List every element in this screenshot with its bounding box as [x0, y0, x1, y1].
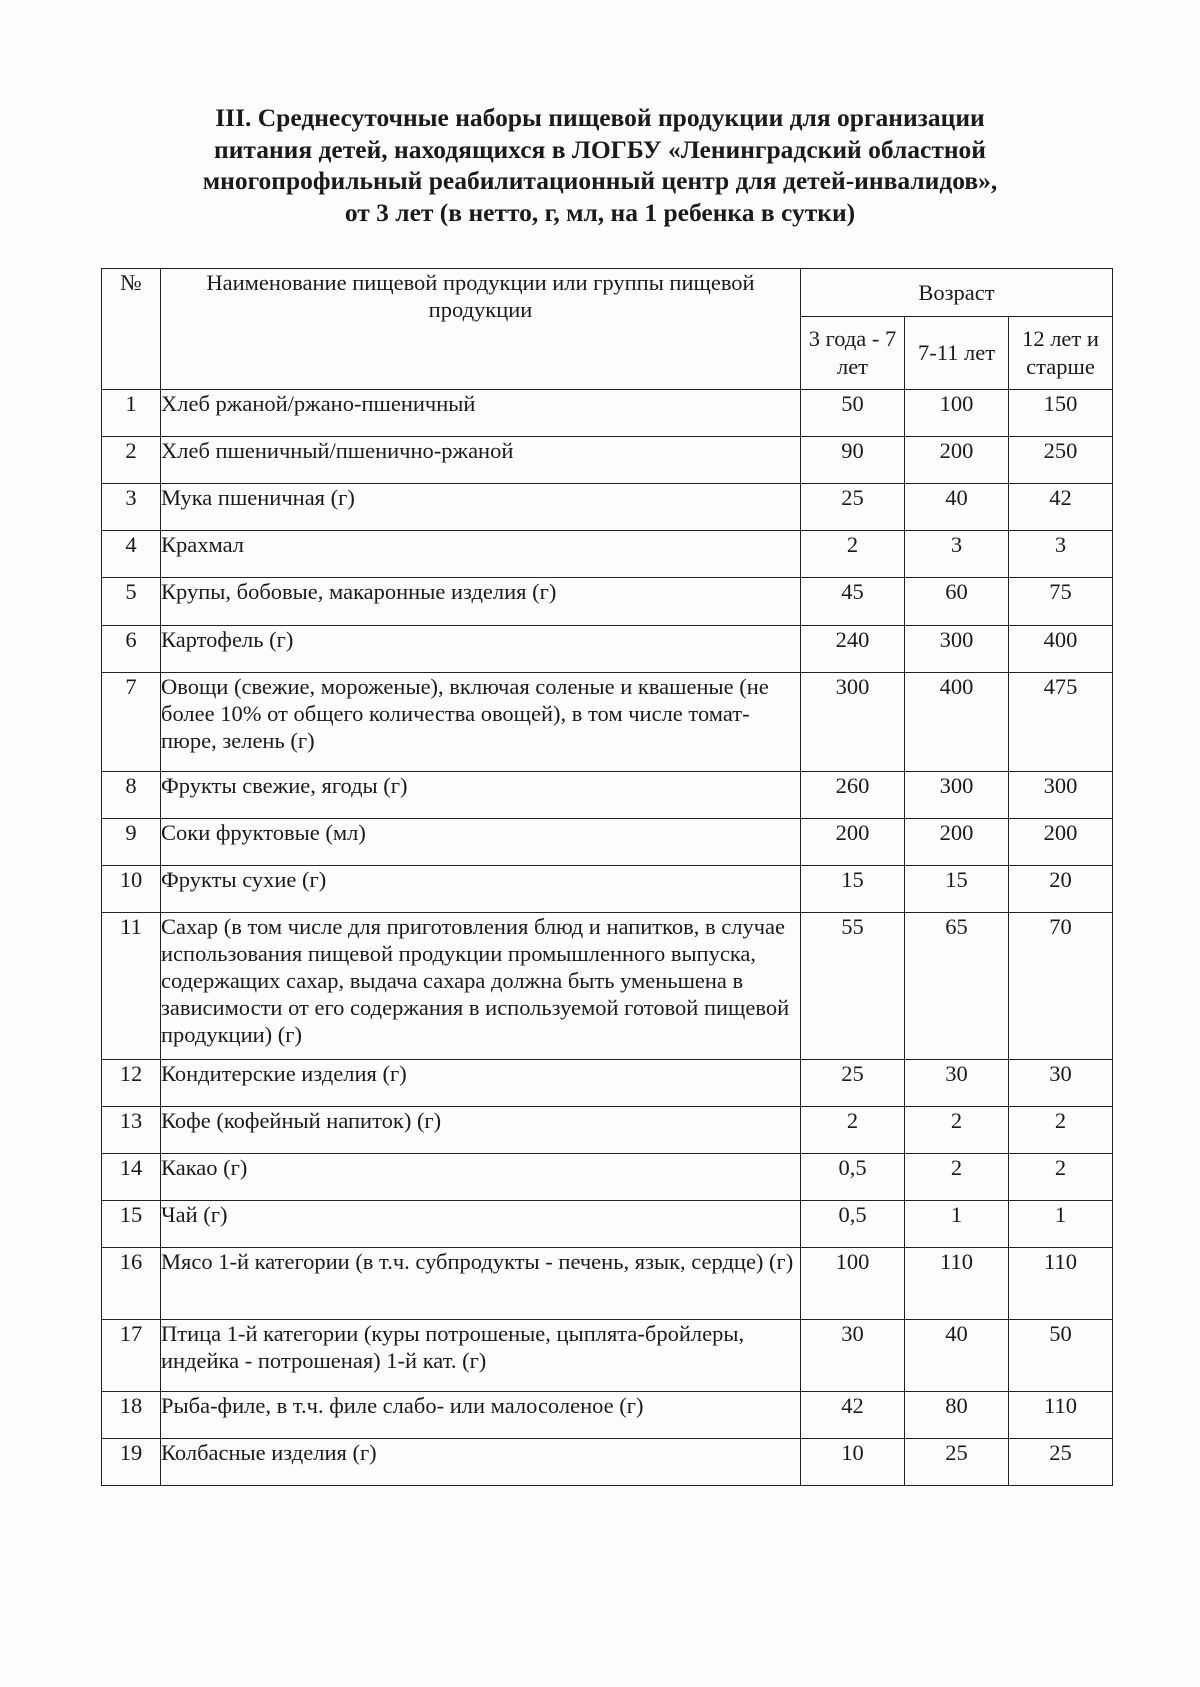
table-row: [102, 626, 1113, 673]
row-number: 6: [102, 626, 161, 673]
row-value-7-11: 25: [905, 1439, 1009, 1486]
row-value-12-plus: 2: [1009, 1107, 1113, 1154]
row-value-7-11: 2: [905, 1154, 1009, 1201]
row-number: 8: [102, 772, 161, 819]
row-value-3-7: 2: [801, 1107, 905, 1154]
row-product-name: Хлеб пшеничный/пшенично-ржаной: [161, 437, 801, 484]
table-row: [102, 913, 1113, 1060]
title-line: питания детей, находящихся в ЛОГБУ «Ленинградский областной: [214, 134, 986, 164]
row-number: 17: [102, 1320, 161, 1392]
row-value-7-11: 30: [905, 1060, 1009, 1107]
header-age: Возраст: [801, 269, 1113, 317]
row-number: 3: [102, 484, 161, 531]
row-number: 7: [102, 673, 161, 772]
row-number: 14: [102, 1154, 161, 1201]
row-value-3-7: 240: [801, 626, 905, 673]
header-number: №: [102, 269, 161, 390]
table-row: [102, 484, 1113, 531]
row-product-name: Сахар (в том числе для приготовления блюд и напитков, в случае использования пищевой продукции промышленного выпуска, содержащих сахар, выдача сахара должна быть уменьшена в зависимости от его содержания в используемой готовой пищевой продукции) (г): [161, 913, 801, 1060]
row-value-12-plus: 400: [1009, 626, 1113, 673]
row-number: 2: [102, 437, 161, 484]
row-value-3-7: 100: [801, 1248, 905, 1320]
row-number: 18: [102, 1392, 161, 1439]
row-value-12-plus: 3: [1009, 531, 1113, 578]
row-value-12-plus: 75: [1009, 578, 1113, 626]
row-value-7-11: 300: [905, 772, 1009, 819]
row-value-7-11: 2: [905, 1107, 1009, 1154]
row-value-12-plus: 25: [1009, 1439, 1113, 1486]
table-row: [102, 437, 1113, 484]
row-value-7-11: 65: [905, 913, 1009, 1060]
row-value-12-plus: 110: [1009, 1392, 1113, 1439]
row-product-name: Кофе (кофейный напиток) (г): [161, 1107, 801, 1154]
row-value-7-11: 80: [905, 1392, 1009, 1439]
row-product-name: Мука пшеничная (г): [161, 484, 801, 531]
table-row: [102, 866, 1113, 913]
row-value-3-7: 2: [801, 531, 905, 578]
row-value-12-plus: 50: [1009, 1320, 1113, 1392]
header-age-7-11: 7-11 лет: [905, 317, 1009, 390]
row-number: 12: [102, 1060, 161, 1107]
row-product-name: Картофель (г): [161, 626, 801, 673]
row-value-3-7: 15: [801, 866, 905, 913]
header-product-name: Наименование пищевой продукции или группы пищевой продукции: [161, 269, 801, 390]
document-title: [100, 102, 1100, 228]
row-value-3-7: 55: [801, 913, 905, 1060]
row-value-12-plus: 1: [1009, 1201, 1113, 1248]
row-product-name: Мясо 1-й категории (в т.ч. субпродукты - печень, язык, сердце) (г): [161, 1248, 801, 1320]
header-age-3-7: 3 года - 7 лет: [801, 317, 905, 390]
row-product-name: Хлеб ржаной/ржано-пшеничный: [161, 390, 801, 437]
table-row: [102, 1154, 1113, 1201]
row-value-7-11: 400: [905, 673, 1009, 772]
table-row: [102, 578, 1113, 626]
row-value-3-7: 45: [801, 578, 905, 626]
row-value-12-plus: 475: [1009, 673, 1113, 772]
title-line: III. Среднесуточные наборы пищевой продукции для организации: [215, 103, 985, 132]
row-value-3-7: 260: [801, 772, 905, 819]
row-value-3-7: 0,5: [801, 1154, 905, 1201]
table-row: [102, 1201, 1113, 1248]
row-value-12-plus: 20: [1009, 866, 1113, 913]
table-row: [102, 1320, 1113, 1392]
food-norms-table: [101, 268, 1113, 1486]
row-value-12-plus: 70: [1009, 913, 1113, 1060]
header-age-12-plus: 12 лет и старше: [1009, 317, 1113, 390]
row-product-name: Крупы, бобовые, макаронные изделия (г): [161, 578, 801, 626]
row-product-name: Какао (г): [161, 1154, 801, 1201]
title-line: многопрофильный реабилитационный центр для детей-инвалидов»,: [202, 166, 998, 195]
row-value-7-11: 100: [905, 390, 1009, 437]
row-product-name: Соки фруктовые (мл): [161, 819, 801, 866]
row-value-7-11: 300: [905, 626, 1009, 673]
row-value-3-7: 0,5: [801, 1201, 905, 1248]
row-value-3-7: 300: [801, 673, 905, 772]
row-number: 10: [102, 866, 161, 913]
row-product-name: Птица 1-й категории (куры потрошеные, цыплята-бройлеры, индейка - потрошеная) 1-й кат. (г): [161, 1320, 801, 1392]
row-number: 16: [102, 1248, 161, 1320]
row-product-name: Крахмал: [161, 531, 801, 578]
row-value-3-7: 25: [801, 484, 905, 531]
row-number: 1: [102, 390, 161, 437]
row-number: 9: [102, 819, 161, 866]
row-value-7-11: 3: [905, 531, 1009, 578]
row-number: 11: [102, 913, 161, 1060]
table-row: [102, 772, 1113, 819]
row-product-name: Колбасные изделия (г): [161, 1439, 801, 1486]
row-value-7-11: 200: [905, 819, 1009, 866]
row-value-12-plus: 2: [1009, 1154, 1113, 1201]
row-value-12-plus: 110: [1009, 1248, 1113, 1320]
table-row: [102, 1392, 1113, 1439]
row-product-name: Фрукты сухие (г): [161, 866, 801, 913]
row-value-7-11: 60: [905, 578, 1009, 626]
row-number: 19: [102, 1439, 161, 1486]
row-value-12-plus: 300: [1009, 772, 1113, 819]
row-value-12-plus: 42: [1009, 484, 1113, 531]
row-value-3-7: 50: [801, 390, 905, 437]
row-product-name: Рыба-филе, в т.ч. филе слабо- или малосоленое (г): [161, 1392, 801, 1439]
row-product-name: Кондитерские изделия (г): [161, 1060, 801, 1107]
table-row: [102, 673, 1113, 772]
row-value-12-plus: 250: [1009, 437, 1113, 484]
row-value-3-7: 30: [801, 1320, 905, 1392]
row-value-7-11: 200: [905, 437, 1009, 484]
title-line: от 3 лет (в нетто, г, мл, на 1 ребенка в сутки): [344, 197, 856, 227]
row-value-12-plus: 30: [1009, 1060, 1113, 1107]
table-row: [102, 1107, 1113, 1154]
row-value-12-plus: 150: [1009, 390, 1113, 437]
table-row: [102, 1060, 1113, 1107]
row-value-3-7: 90: [801, 437, 905, 484]
table-row: [102, 1439, 1113, 1486]
table-row: [102, 390, 1113, 437]
row-product-name: Овощи (свежие, мороженые), включая соленые и квашеные (не более 10% от общего количества овощей), в том числе томат-пюре, зелень (г): [161, 673, 801, 772]
row-product-name: Фрукты свежие, ягоды (г): [161, 772, 801, 819]
row-value-3-7: 25: [801, 1060, 905, 1107]
table-row: [102, 531, 1113, 578]
row-product-name: Чай (г): [161, 1201, 801, 1248]
row-value-7-11: 40: [905, 1320, 1009, 1392]
row-value-7-11: 1: [905, 1201, 1009, 1248]
row-number: 15: [102, 1201, 161, 1248]
row-number: 5: [102, 578, 161, 626]
row-value-3-7: 200: [801, 819, 905, 866]
row-value-7-11: 15: [905, 866, 1009, 913]
row-value-3-7: 42: [801, 1392, 905, 1439]
row-value-3-7: 10: [801, 1439, 905, 1486]
table-row: [102, 819, 1113, 866]
row-number: 13: [102, 1107, 161, 1154]
row-value-12-plus: 200: [1009, 819, 1113, 866]
row-value-7-11: 110: [905, 1248, 1009, 1320]
table-row: [102, 1248, 1113, 1320]
row-value-7-11: 40: [905, 484, 1009, 531]
row-number: 4: [102, 531, 161, 578]
